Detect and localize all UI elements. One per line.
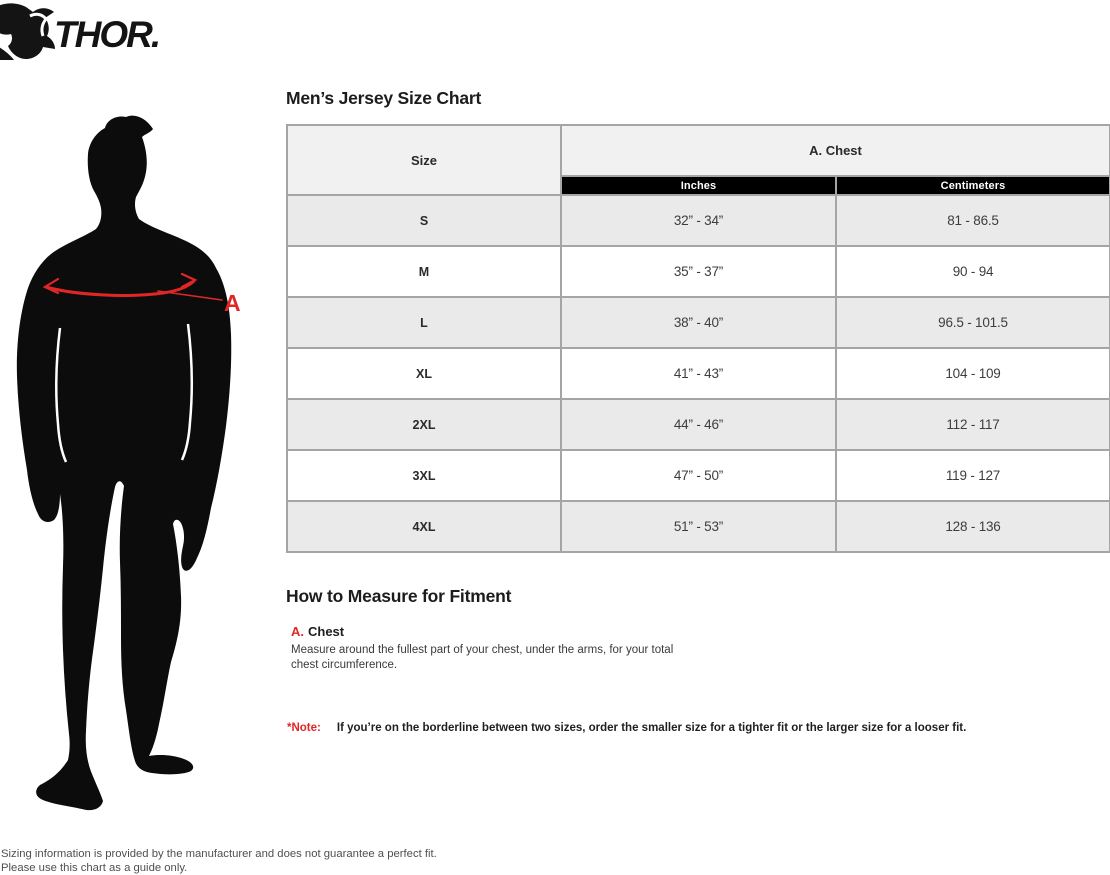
centimeters-cell: 119 - 127	[836, 450, 1110, 501]
table-row-xl	[287, 348, 1110, 399]
measure-item-letter: A.	[291, 624, 304, 639]
chest-label-a: A	[224, 290, 241, 316]
size-cell: M	[287, 246, 561, 297]
male-silhouette-figure	[0, 90, 280, 830]
inches-cell: 44” - 46”	[561, 399, 836, 450]
table-row-s	[287, 195, 1110, 246]
size-cell: 3XL	[287, 450, 561, 501]
footer-line1: Sizing information is provided by the manufacturer and does not guarantee a perfect fit.	[1, 848, 437, 860]
size-cell: 2XL	[287, 399, 561, 450]
measure-item-name: Chest	[308, 624, 345, 639]
footer-line2: Please use this chart as a guide only.	[1, 862, 188, 874]
header-size: Size	[287, 125, 561, 195]
centimeters-cell: 112 - 117	[836, 399, 1110, 450]
table-row-m	[287, 246, 1110, 297]
table-row-4xl	[287, 501, 1110, 552]
size-cell: S	[287, 195, 561, 246]
centimeters-cell: 96.5 - 101.5	[836, 297, 1110, 348]
centimeters-cell: 104 - 109	[836, 348, 1110, 399]
measure-item-description: Measure around the fullest part of your chest, under the arms, for your total chest circumference.	[291, 644, 674, 671]
footer-disclaimer	[1, 847, 437, 875]
thor-wordmark: THOR.	[54, 14, 160, 55]
size-table	[286, 124, 1110, 553]
table-row-2xl	[287, 399, 1110, 450]
inches-cell: 47” - 50”	[561, 450, 836, 501]
male-silhouette	[17, 116, 231, 811]
note-text: If you’re on the borderline between two sizes, order the smaller size for a tighter fit or the larger size for a looser fit.	[336, 722, 967, 734]
size-chart-title: Men’s Jersey Size Chart	[286, 88, 482, 108]
table-row-l	[287, 297, 1110, 348]
note-label: *Note:	[287, 722, 321, 734]
inches-cell: 51” - 53”	[561, 501, 836, 552]
centimeters-cell: 81 - 86.5	[836, 195, 1110, 246]
size-cell: XL	[287, 348, 561, 399]
size-cell: 4XL	[287, 501, 561, 552]
inches-cell: 35” - 37”	[561, 246, 836, 297]
thor-goat-icon	[0, 3, 55, 60]
header-chest-group: A. Chest	[561, 125, 1110, 176]
inches-cell: 41” - 43”	[561, 348, 836, 399]
centimeters-cell: 128 - 136	[836, 501, 1110, 552]
size-cell: L	[287, 297, 561, 348]
header-centimeters: Centimeters	[836, 176, 1110, 195]
table-row-3xl	[287, 450, 1110, 501]
inches-cell: 38” - 40”	[561, 297, 836, 348]
inches-cell: 32” - 34”	[561, 195, 836, 246]
measure-section-title: How to Measure for Fitment	[286, 586, 512, 606]
sizing-note	[287, 722, 966, 734]
measure-item-chest	[291, 624, 344, 639]
thor-logo	[0, 2, 180, 60]
header-inches: Inches	[561, 176, 836, 195]
centimeters-cell: 90 - 94	[836, 246, 1110, 297]
